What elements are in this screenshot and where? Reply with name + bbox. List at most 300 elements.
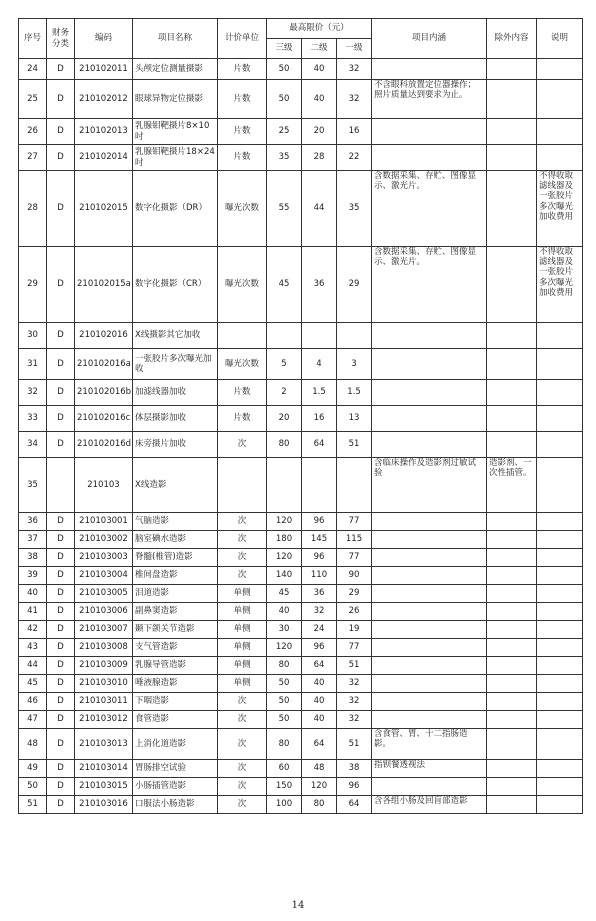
cell-name: 头颅定位测量摄影	[133, 59, 218, 80]
cell-seq: 36	[19, 513, 47, 531]
cell-excluded	[487, 639, 537, 657]
cell-price-level-1: 51	[337, 432, 372, 458]
cell-price-level-3: 150	[267, 778, 302, 796]
cell-price-level-1: 13	[337, 406, 372, 432]
cell-seq: 46	[19, 693, 47, 711]
cell-code: 210102014	[75, 145, 133, 171]
cell-fin-cat: D	[47, 796, 75, 814]
cell-code: 210102016d	[75, 432, 133, 458]
header-unit: 计价单位	[218, 19, 267, 59]
table-row	[19, 657, 583, 675]
cell-note	[537, 349, 583, 380]
cell-note	[537, 603, 583, 621]
cell-seq: 47	[19, 711, 47, 729]
cell-price-level-3: 120	[267, 513, 302, 531]
cell-code: 210103013	[75, 729, 133, 760]
cell-unit: 次	[218, 549, 267, 567]
cell-price-level-2: 96	[302, 549, 337, 567]
cell-fin-cat: D	[47, 145, 75, 171]
table-row	[19, 119, 583, 145]
cell-content	[372, 549, 487, 567]
cell-price-level-1	[337, 323, 372, 349]
cell-excluded	[487, 621, 537, 639]
cell-price-level-3: 180	[267, 531, 302, 549]
cell-seq: 51	[19, 796, 47, 814]
cell-excluded	[487, 145, 537, 171]
cell-name: 口服法小肠造影	[133, 796, 218, 814]
header-excluded: 除外内容	[487, 19, 537, 59]
cell-price-level-2: 36	[302, 247, 337, 323]
cell-excluded	[487, 549, 537, 567]
cell-unit: 片数	[218, 380, 267, 406]
cell-content	[372, 621, 487, 639]
cell-excluded	[487, 247, 537, 323]
table-row	[19, 380, 583, 406]
cell-excluded	[487, 380, 537, 406]
header-name: 项目名称	[133, 19, 218, 59]
cell-seq: 50	[19, 778, 47, 796]
cell-note	[537, 621, 583, 639]
cell-unit	[218, 323, 267, 349]
cell-unit: 次	[218, 513, 267, 531]
cell-excluded	[487, 585, 537, 603]
cell-note: 不得收取滤线器及一张胶片多次曝光加收费用	[537, 247, 583, 323]
cell-unit: 次	[218, 729, 267, 760]
cell-price-level-2: 40	[302, 675, 337, 693]
table-row	[19, 145, 583, 171]
cell-note	[537, 711, 583, 729]
cell-fin-cat: D	[47, 406, 75, 432]
page-number: 14	[291, 900, 305, 911]
cell-unit: 曝光次数	[218, 247, 267, 323]
cell-fin-cat: D	[47, 432, 75, 458]
cell-content	[372, 406, 487, 432]
cell-fin-cat: D	[47, 657, 75, 675]
cell-price-level-2: 28	[302, 145, 337, 171]
cell-name: 胃肠排空试验	[133, 760, 218, 778]
cell-seq: 32	[19, 380, 47, 406]
cell-price-level-1: 16	[337, 119, 372, 145]
cell-note	[537, 380, 583, 406]
table-row	[19, 513, 583, 531]
cell-price-level-1: 32	[337, 59, 372, 80]
cell-note	[537, 549, 583, 567]
cell-excluded	[487, 171, 537, 247]
cell-seq: 44	[19, 657, 47, 675]
header-max-price: 最高限价（元）	[267, 19, 372, 39]
cell-seq: 33	[19, 406, 47, 432]
cell-note	[537, 145, 583, 171]
cell-name: 一张胶片多次曝光加收	[133, 349, 218, 380]
cell-price-level-3: 80	[267, 657, 302, 675]
cell-code: 210102015a	[75, 247, 133, 323]
cell-seq: 41	[19, 603, 47, 621]
header-level-3: 三级	[267, 39, 302, 59]
cell-unit: 单侧	[218, 675, 267, 693]
cell-price-level-1: 1.5	[337, 380, 372, 406]
cell-fin-cat: D	[47, 621, 75, 639]
cell-seq: 35	[19, 458, 47, 513]
cell-note	[537, 458, 583, 513]
cell-code: 210103008	[75, 639, 133, 657]
cell-unit: 次	[218, 711, 267, 729]
cell-excluded	[487, 711, 537, 729]
cell-unit: 片数	[218, 59, 267, 80]
cell-price-level-3: 55	[267, 171, 302, 247]
cell-price-level-3: 2	[267, 380, 302, 406]
cell-excluded	[487, 693, 537, 711]
cell-price-level-2: 32	[302, 603, 337, 621]
table-row	[19, 432, 583, 458]
cell-code: 210102012	[75, 80, 133, 119]
header-content: 项目内涵	[372, 19, 487, 59]
cell-name: 乳腺钼靶摄片8×10吋	[133, 119, 218, 145]
cell-price-level-3: 50	[267, 59, 302, 80]
cell-name: 小肠插管造影	[133, 778, 218, 796]
cell-name: 脊髓(椎管)造影	[133, 549, 218, 567]
cell-name: 眼球异物定位摄影	[133, 80, 218, 119]
cell-code: 210102011	[75, 59, 133, 80]
cell-note	[537, 406, 583, 432]
cell-name: 体层摄影加收	[133, 406, 218, 432]
cell-fin-cat: D	[47, 531, 75, 549]
cell-price-level-3: 140	[267, 567, 302, 585]
cell-seq: 28	[19, 171, 47, 247]
cell-price-level-1: 3	[337, 349, 372, 380]
cell-content	[372, 145, 487, 171]
cell-price-level-1: 51	[337, 657, 372, 675]
cell-seq: 43	[19, 639, 47, 657]
cell-content: 指钡餐透视法	[372, 760, 487, 778]
table-row	[19, 247, 583, 323]
cell-price-level-2: 1.5	[302, 380, 337, 406]
price-table	[18, 18, 583, 814]
header-level-1: 一级	[337, 39, 372, 59]
cell-code: 210103001	[75, 513, 133, 531]
cell-code: 210103016	[75, 796, 133, 814]
cell-code: 210102016b	[75, 380, 133, 406]
cell-content	[372, 657, 487, 675]
cell-price-level-3: 50	[267, 693, 302, 711]
cell-seq: 34	[19, 432, 47, 458]
cell-unit: 单侧	[218, 657, 267, 675]
table-row	[19, 585, 583, 603]
cell-seq: 40	[19, 585, 47, 603]
header-fin-cat: 财务分类	[47, 19, 75, 59]
table-row	[19, 171, 583, 247]
cell-code: 210103005	[75, 585, 133, 603]
cell-excluded	[487, 567, 537, 585]
cell-unit: 曝光次数	[218, 349, 267, 380]
header-note: 说明	[537, 19, 583, 59]
cell-content	[372, 639, 487, 657]
cell-content	[372, 59, 487, 80]
cell-content	[372, 349, 487, 380]
cell-note	[537, 513, 583, 531]
cell-content	[372, 778, 487, 796]
table-row	[19, 639, 583, 657]
cell-excluded	[487, 657, 537, 675]
cell-excluded: 造影剂、一次性插管。	[487, 458, 537, 513]
cell-excluded	[487, 760, 537, 778]
cell-price-level-3: 30	[267, 621, 302, 639]
cell-unit: 单侧	[218, 603, 267, 621]
cell-price-level-2: 40	[302, 693, 337, 711]
cell-fin-cat: D	[47, 380, 75, 406]
cell-unit	[218, 458, 267, 513]
cell-price-level-2: 16	[302, 406, 337, 432]
cell-excluded	[487, 778, 537, 796]
cell-note	[537, 778, 583, 796]
cell-note	[537, 657, 583, 675]
cell-price-level-2: 24	[302, 621, 337, 639]
header-code: 编码	[75, 19, 133, 59]
cell-seq: 30	[19, 323, 47, 349]
cell-unit: 片数	[218, 119, 267, 145]
cell-fin-cat: D	[47, 567, 75, 585]
cell-note	[537, 432, 583, 458]
cell-fin-cat: D	[47, 513, 75, 531]
cell-seq: 49	[19, 760, 47, 778]
cell-seq: 39	[19, 567, 47, 585]
cell-price-level-3: 50	[267, 675, 302, 693]
cell-excluded	[487, 406, 537, 432]
table-row	[19, 760, 583, 778]
table-row	[19, 621, 583, 639]
cell-price-level-2: 40	[302, 59, 337, 80]
cell-price-level-2: 110	[302, 567, 337, 585]
cell-price-level-1: 32	[337, 80, 372, 119]
cell-unit: 单侧	[218, 621, 267, 639]
cell-unit: 片数	[218, 145, 267, 171]
cell-code: 210103014	[75, 760, 133, 778]
cell-code: 210103012	[75, 711, 133, 729]
cell-name: 支气管造影	[133, 639, 218, 657]
cell-unit: 片数	[218, 80, 267, 119]
cell-name: 上消化道造影	[133, 729, 218, 760]
cell-name: X线摄影其它加收	[133, 323, 218, 349]
cell-name: 数字化摄影（DR）	[133, 171, 218, 247]
cell-price-level-2: 96	[302, 513, 337, 531]
cell-fin-cat: D	[47, 349, 75, 380]
cell-price-level-2: 44	[302, 171, 337, 247]
cell-code: 210103010	[75, 675, 133, 693]
cell-seq: 27	[19, 145, 47, 171]
cell-content	[372, 603, 487, 621]
cell-fin-cat: D	[47, 549, 75, 567]
cell-content: 含临床操作及造影剂过敏试验	[372, 458, 487, 513]
cell-seq: 25	[19, 80, 47, 119]
cell-name: 气脑造影	[133, 513, 218, 531]
cell-fin-cat: D	[47, 729, 75, 760]
cell-excluded	[487, 675, 537, 693]
cell-excluded	[487, 119, 537, 145]
cell-price-level-2: 36	[302, 585, 337, 603]
cell-excluded	[487, 603, 537, 621]
cell-price-level-1: 26	[337, 603, 372, 621]
cell-unit: 单侧	[218, 639, 267, 657]
cell-price-level-1: 115	[337, 531, 372, 549]
cell-price-level-1: 29	[337, 247, 372, 323]
cell-unit: 次	[218, 778, 267, 796]
cell-price-level-3: 120	[267, 549, 302, 567]
cell-content: 含各组小肠及回盲部造影	[372, 796, 487, 814]
cell-price-level-2: 120	[302, 778, 337, 796]
cell-note	[537, 760, 583, 778]
cell-price-level-2: 40	[302, 711, 337, 729]
cell-fin-cat: D	[47, 80, 75, 119]
cell-excluded	[487, 531, 537, 549]
cell-price-level-3: 50	[267, 711, 302, 729]
cell-price-level-2: 145	[302, 531, 337, 549]
cell-content	[372, 585, 487, 603]
table-row	[19, 693, 583, 711]
cell-code: 210102015	[75, 171, 133, 247]
cell-price-level-1: 51	[337, 729, 372, 760]
cell-price-level-1: 32	[337, 675, 372, 693]
cell-price-level-3: 35	[267, 145, 302, 171]
cell-unit: 次	[218, 567, 267, 585]
cell-fin-cat: D	[47, 171, 75, 247]
cell-price-level-3: 40	[267, 603, 302, 621]
cell-name: 副鼻窦造影	[133, 603, 218, 621]
cell-price-level-1: 77	[337, 549, 372, 567]
cell-code: 210102016c	[75, 406, 133, 432]
cell-price-level-1: 96	[337, 778, 372, 796]
cell-name: 唾液腺造影	[133, 675, 218, 693]
cell-content	[372, 567, 487, 585]
cell-fin-cat: D	[47, 119, 75, 145]
cell-note	[537, 796, 583, 814]
cell-seq: 48	[19, 729, 47, 760]
cell-name: 加滤线器加收	[133, 380, 218, 406]
cell-note: 不得收取滤线器及一张胶片多次曝光加收费用	[537, 171, 583, 247]
cell-price-level-2: 64	[302, 729, 337, 760]
cell-price-level-1	[337, 458, 372, 513]
cell-excluded	[487, 513, 537, 531]
cell-fin-cat: D	[47, 693, 75, 711]
cell-content: 含数据采集、存贮、图像显示、激光片。	[372, 247, 487, 323]
cell-excluded	[487, 80, 537, 119]
cell-content: 含数据采集、存贮、图像显示、激光片。	[372, 171, 487, 247]
cell-fin-cat: D	[47, 760, 75, 778]
cell-excluded	[487, 729, 537, 760]
cell-price-level-1: 32	[337, 693, 372, 711]
cell-seq: 37	[19, 531, 47, 549]
cell-price-level-3: 60	[267, 760, 302, 778]
cell-unit: 曝光次数	[218, 171, 267, 247]
cell-price-level-1: 90	[337, 567, 372, 585]
cell-code: 210103002	[75, 531, 133, 549]
cell-content: 含食管、胃、十二指肠造影。	[372, 729, 487, 760]
cell-note	[537, 639, 583, 657]
cell-price-level-1: 38	[337, 760, 372, 778]
cell-excluded	[487, 432, 537, 458]
cell-unit: 次	[218, 531, 267, 549]
table-row	[19, 711, 583, 729]
cell-price-level-1: 19	[337, 621, 372, 639]
cell-name: 床旁摄片加收	[133, 432, 218, 458]
cell-price-level-3: 45	[267, 247, 302, 323]
cell-content	[372, 513, 487, 531]
cell-fin-cat: D	[47, 711, 75, 729]
cell-fin-cat: D	[47, 585, 75, 603]
cell-price-level-1: 29	[337, 585, 372, 603]
cell-fin-cat: D	[47, 323, 75, 349]
cell-note	[537, 729, 583, 760]
cell-price-level-3: 100	[267, 796, 302, 814]
cell-unit: 次	[218, 796, 267, 814]
cell-content	[372, 119, 487, 145]
cell-price-level-1: 22	[337, 145, 372, 171]
cell-excluded	[487, 796, 537, 814]
cell-note	[537, 567, 583, 585]
cell-code: 210103006	[75, 603, 133, 621]
cell-code: 210103007	[75, 621, 133, 639]
cell-price-level-2	[302, 458, 337, 513]
cell-seq: 42	[19, 621, 47, 639]
cell-note	[537, 675, 583, 693]
cell-name: 乳腺导管造影	[133, 657, 218, 675]
cell-seq: 29	[19, 247, 47, 323]
cell-price-level-3: 25	[267, 119, 302, 145]
cell-excluded	[487, 323, 537, 349]
table-row	[19, 458, 583, 513]
cell-seq: 31	[19, 349, 47, 380]
cell-price-level-1: 77	[337, 513, 372, 531]
cell-seq: 26	[19, 119, 47, 145]
cell-content	[372, 432, 487, 458]
cell-price-level-2: 64	[302, 657, 337, 675]
table-row	[19, 778, 583, 796]
cell-name: 脑室碘水造影	[133, 531, 218, 549]
cell-fin-cat: D	[47, 603, 75, 621]
cell-content	[372, 323, 487, 349]
table-row	[19, 349, 583, 380]
table-row	[19, 603, 583, 621]
cell-content: 不含眼科放置定位器操作；照片质量达到要求为止。	[372, 80, 487, 119]
cell-price-level-3	[267, 458, 302, 513]
cell-price-level-2: 20	[302, 119, 337, 145]
cell-name: 下咽造影	[133, 693, 218, 711]
cell-fin-cat	[47, 458, 75, 513]
cell-price-level-2: 80	[302, 796, 337, 814]
table-row	[19, 323, 583, 349]
cell-price-level-1: 77	[337, 639, 372, 657]
header-level-2: 二级	[302, 39, 337, 59]
cell-price-level-1: 32	[337, 711, 372, 729]
cell-name: 数字化摄影（CR）	[133, 247, 218, 323]
cell-unit: 单侧	[218, 585, 267, 603]
table-body	[19, 59, 583, 814]
table-row	[19, 406, 583, 432]
cell-price-level-1: 35	[337, 171, 372, 247]
table-row	[19, 729, 583, 760]
cell-excluded	[487, 349, 537, 380]
cell-content	[372, 531, 487, 549]
cell-code: 210103003	[75, 549, 133, 567]
table-row	[19, 675, 583, 693]
cell-price-level-3: 50	[267, 80, 302, 119]
cell-note	[537, 59, 583, 80]
cell-price-level-3: 120	[267, 639, 302, 657]
table-row	[19, 80, 583, 119]
cell-excluded	[487, 59, 537, 80]
cell-unit: 次	[218, 432, 267, 458]
cell-code: 210103004	[75, 567, 133, 585]
cell-price-level-2: 64	[302, 432, 337, 458]
cell-note	[537, 80, 583, 119]
